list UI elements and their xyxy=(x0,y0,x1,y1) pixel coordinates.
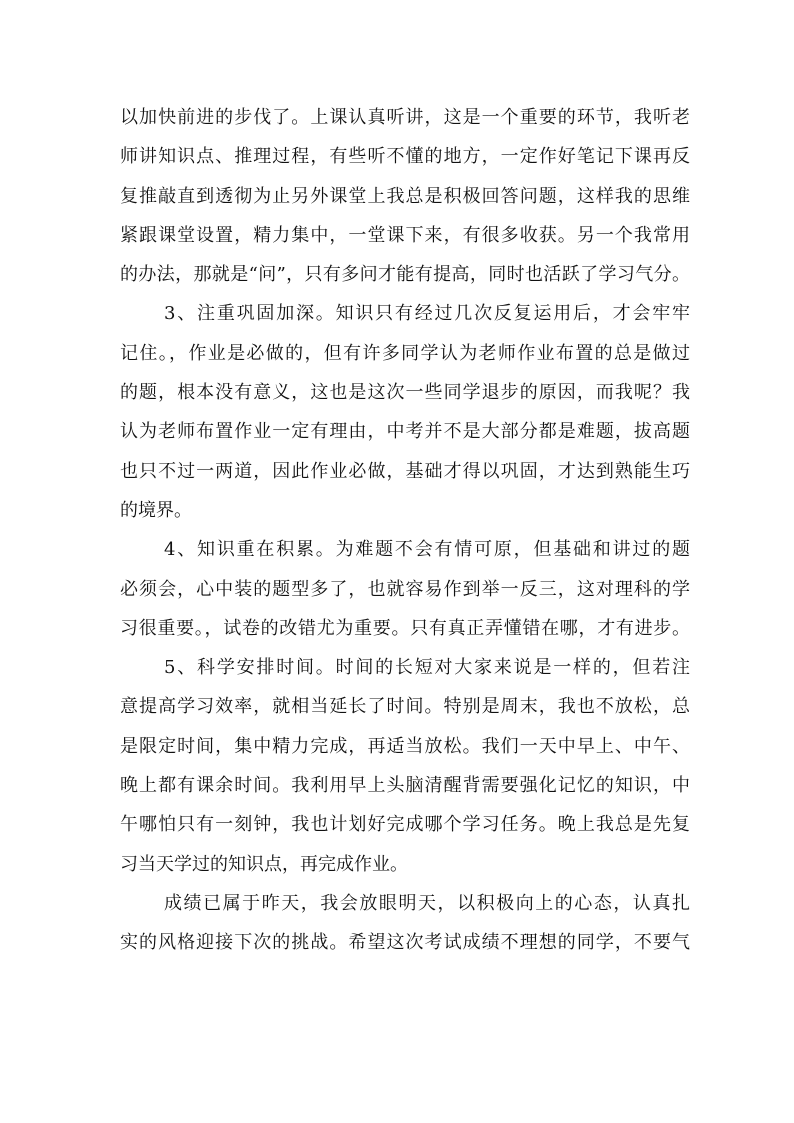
text-line: 紧跟课堂设置，精力集中，一堂课下来，有很多收获。另一个我常用 xyxy=(120,224,690,246)
paragraph-3-heading-line: 3、注重巩固加深。知识只有经过几次反复运用后，才会牢牢 xyxy=(164,303,690,325)
text-line: 午哪怕只有一刻钟，我也计划好完成哪个学习任务。晚上我总是先复 xyxy=(120,814,690,836)
text-line: 复推敲直到透彻为止另外课堂上我总是积极回答问题，这样我的思维 xyxy=(120,185,690,207)
text-line: 实的风格迎接下次的挑战。希望这次考试成绩不理想的同学，不要气 xyxy=(120,932,690,954)
closing-paragraph-line: 成绩已属于昨天，我会放眼明天，以积极向上的心态，认真扎 xyxy=(164,892,690,914)
body-text xyxy=(120,98,690,963)
text-line: 习当天学过的知识点，再完成作业。 xyxy=(120,853,408,875)
text-line: 的境界。 xyxy=(120,499,192,521)
text-line: 必须会，心中装的题型多了，也就容易作到举一反三，这对理科的学 xyxy=(120,578,690,600)
text-line: 师讲知识点、推理过程，有些听不懂的地方，一定作好笔记下课再反 xyxy=(120,146,690,168)
text-line: 晚上都有课余时间。我利用早上头脑清醒背需要强化记忆的知识，中 xyxy=(120,775,690,797)
text-line: 习很重要。，试卷的改错尤为重要。只有真正弄懂错在哪，才有进步。 xyxy=(120,617,690,639)
text-line: 的办法，那就是“问”，只有多问才能有提高，同时也活跃了学习气分。 xyxy=(120,264,690,286)
text-line: 以加快前进的步伐了。上课认真听讲，这是一个重要的环节，我听老 xyxy=(120,107,690,128)
text-line: 的题，根本没有意义，这也是这次一些同学退步的原因，而我呢？我 xyxy=(120,382,690,404)
text-line: 记住。，作业是必做的，但有许多同学认为老师作业布置的总是做过 xyxy=(120,342,690,364)
text-line: 认为老师布置作业一定有理由，中考并不是大部分都是难题，拔高题 xyxy=(120,421,690,443)
text-line: 是限定时间，集中精力完成，再适当放松。我们一天中早上、中午、 xyxy=(120,735,690,757)
text-line: 也只不过一两道，因此作业必做，基础才得以巩固，才达到熟能生巧 xyxy=(120,460,690,482)
paragraph-4-heading-line: 4、知识重在积累。为难题不会有情可原，但基础和讲过的题 xyxy=(164,539,690,561)
text-line: 意提高学习效率，就相当延长了时间。特别是周末，我也不放松，总 xyxy=(120,696,690,718)
paragraph-5-heading-line: 5、科学安排时间。时间的长短对大家来说是一样的，但若注 xyxy=(164,657,690,679)
